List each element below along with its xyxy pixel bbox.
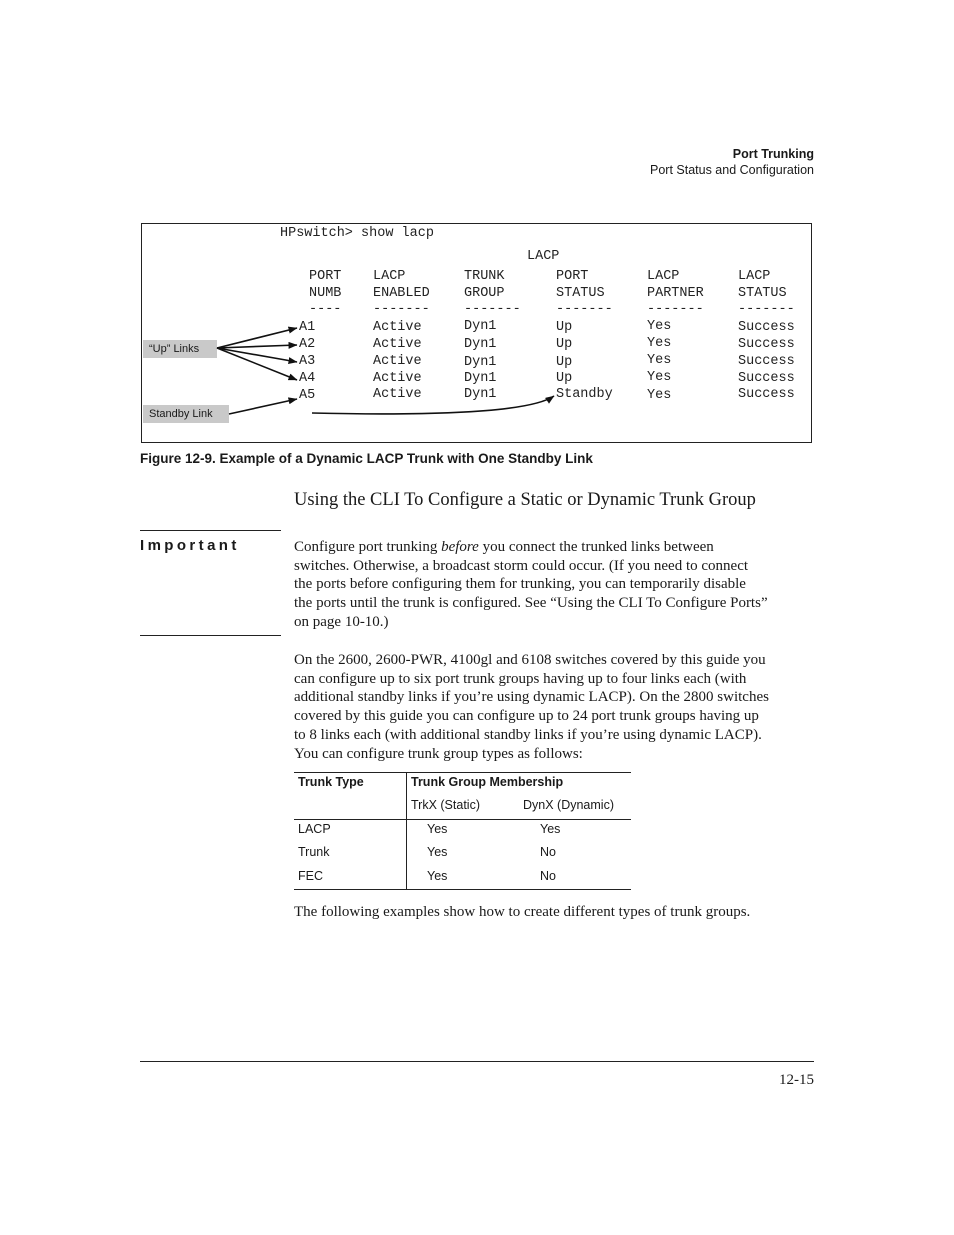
important-note [294, 538, 819, 632]
group-cell: Dyn1 [464, 355, 497, 370]
important-line: the ports before configuring them for trunking, you can temporarily disable [294, 576, 746, 593]
lacp-figure [141, 223, 812, 443]
enabled-cell: Active [373, 337, 422, 352]
group-cell: Dyn1 [464, 337, 497, 352]
port-cell: A2 [299, 337, 316, 352]
table-column-divider [406, 772, 407, 890]
paragraph-line: additional standby links if you’re using dynamic LACP). On the 2800 switches [294, 689, 769, 706]
group-cell: Dyn1 [464, 371, 497, 386]
important-text: Configure port trunking [294, 539, 442, 555]
port-status-cell: Up [556, 320, 573, 335]
important-line: switches. Otherwise, a broadcast storm could occur. (If you need to connect [294, 557, 749, 574]
figure-caption: Figure 12-9. Example of a Dynamic LACP Trunk with One Standby Link [140, 451, 593, 466]
column-header-lacp-status: LACP [738, 269, 771, 284]
table-cell-type: Trunk [298, 845, 330, 859]
enabled-cell: Active [373, 387, 422, 402]
group-cell: Dyn1 [464, 319, 497, 334]
lacp-status-cell: Success [738, 354, 795, 369]
trunk-type-table [294, 772, 631, 890]
column-header-lacp-status-2: STATUS [738, 286, 787, 301]
table-cell-static: Yes [427, 845, 448, 859]
column-header-divider: ------- [464, 302, 521, 317]
important-line [294, 538, 819, 557]
table-cell-dynamic: No [540, 869, 556, 883]
standby-arrow-status [312, 396, 554, 414]
paragraph-line: On the 2600, 2600-PWR, 4100gl and 6108 switches covered by this guide you [294, 652, 766, 668]
standby-arrow-a5 [229, 399, 297, 414]
lacp-status-cell: Success [738, 320, 795, 335]
paragraph-line: to 8 links each (with additional standby links if you’re using dynamic LACP). [294, 726, 762, 743]
port-status-cell: Standby [556, 387, 613, 402]
port-status-cell: Up [556, 337, 573, 352]
table-cell-dynamic: No [540, 845, 556, 859]
table-subheader-dynamic: DynX (Dynamic) [523, 798, 614, 812]
column-header-status: STATUS [556, 286, 605, 301]
port-cell: A4 [299, 371, 316, 386]
column-header-divider: ---- [309, 302, 342, 317]
important-emphasis: before [441, 539, 479, 555]
table-header-rule [294, 819, 631, 820]
partner-cell: Yes [647, 319, 672, 334]
table-top-rule [294, 772, 631, 773]
partner-cell: Yes [647, 388, 672, 403]
partner-cell: Yes [647, 336, 672, 351]
column-header-numb: NUMB [309, 286, 342, 301]
up-link-arrow-a3 [217, 348, 297, 362]
lacp-status-cell: Success [738, 371, 795, 386]
table-bottom-rule [294, 889, 631, 890]
table-header-membership: Trunk Group Membership [411, 775, 564, 789]
column-header-lacp-partner: LACP [647, 269, 680, 284]
table-cell-type: FEC [298, 869, 323, 883]
table-cell-type: LACP [298, 822, 331, 836]
table-cell-dynamic: Yes [540, 822, 561, 836]
enabled-cell: Active [373, 320, 422, 335]
column-header-trunk: TRUNK [464, 269, 505, 284]
column-header-divider: ------- [556, 302, 613, 317]
paragraph-line: covered by this guide you can configure up to 24 port trunk groups having up [294, 708, 759, 725]
column-header-partner: PARTNER [647, 286, 704, 301]
port-status-cell: Up [556, 371, 573, 386]
enabled-cell: Active [373, 354, 422, 369]
column-header-port-status: PORT [556, 269, 589, 284]
lacp-status-cell: Success [738, 337, 795, 352]
important-line: on page 10-10.) [294, 613, 389, 630]
footer-rule [140, 1061, 814, 1062]
body-paragraph [294, 651, 819, 763]
running-header-section: Port Status and Configuration [650, 163, 814, 177]
column-header-lacp: LACP [373, 269, 406, 284]
table-header-trunk-type: Trunk Type [298, 775, 364, 789]
column-header-group: GROUP [464, 286, 505, 301]
paragraph-line: can configure up to six port trunk groups having up to four links each (with [294, 670, 747, 687]
page-number: 12-15 [779, 1072, 814, 1088]
lacp-group-header: LACP [527, 249, 560, 264]
table-cell-static: Yes [427, 869, 448, 883]
column-header-port: PORT [309, 269, 342, 284]
cli-command: HPswitch> show lacp [280, 226, 434, 241]
important-top-rule [140, 530, 281, 531]
partner-cell: Yes [647, 353, 672, 368]
important-label: Important [140, 537, 240, 554]
running-header-chapter: Port Trunking [732, 147, 814, 161]
column-header-divider: ------- [738, 302, 795, 317]
table-subheader-static: TrkX (Static) [411, 798, 480, 812]
paragraph-line: You can configure trunk group types as follows: [294, 745, 583, 762]
callout-arrows [142, 224, 813, 444]
important-bottom-rule [140, 635, 281, 636]
enabled-cell: Active [373, 371, 422, 386]
closing-paragraph: The following examples show how to create different types of trunk groups. [294, 904, 751, 920]
important-text: you connect the trunked links between [478, 539, 714, 555]
standby-link-callout: Standby Link [143, 405, 229, 423]
port-cell: A3 [299, 354, 316, 369]
table-cell-static: Yes [427, 822, 448, 836]
port-cell: A5 [299, 388, 316, 403]
important-line: the ports until the trunk is configured. See “Using the CLI To Configure Ports” [294, 595, 768, 612]
port-cell: A1 [299, 320, 316, 335]
up-link-arrow-a4 [217, 348, 297, 380]
group-cell: Dyn1 [464, 387, 497, 402]
section-heading: Using the CLI To Configure a Static or Dynamic Trunk Group [294, 490, 756, 510]
column-header-enabled: ENABLED [373, 286, 430, 301]
port-status-cell: Up [556, 355, 573, 370]
up-links-callout: “Up” Links [143, 340, 217, 358]
column-header-divider: ------- [373, 302, 430, 317]
partner-cell: Yes [647, 370, 672, 385]
lacp-status-cell: Success [738, 387, 795, 402]
column-header-divider: ------- [647, 302, 704, 317]
